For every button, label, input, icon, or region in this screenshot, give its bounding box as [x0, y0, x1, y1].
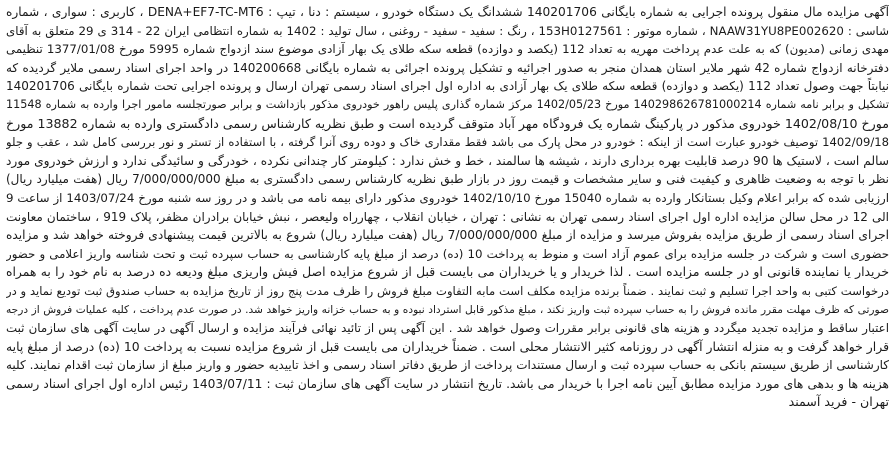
notice-line: الی 12 در محل سالن مزایده اداره اول اجرای اسناد رسمی تهران به نشانی : تهران ، خیابان انقلاب ، چهارراه ولیعصر ، نبش خیابان برادران مظفر، پلاک 919 ، ساختمان معاونت [6, 209, 889, 224]
notice-line: خریدار یا نماینده قانونی او در جلسه مزایده است . لذا خریدار و یا خریداران می بایست قبل از شروع مزایده اصل فیش واریزی مبلغ ودیعه ده درصد به نام خود را به همراه [6, 264, 889, 280]
notice-line: ارزیابی شده که برابر اعلام وکیل بستانکار وارده به شماره 15040 مورخ 1402/10/10 خودروی مذکور دارای بیمه نامه می باشد و در روز سه شنبه مورخ 1403/07/24 از ساعت 9 [6, 190, 889, 205]
notice-line: سالم است ، لاستیک ها 90 درصد قابلیت بهره برداری دارند ، شیشه ها سالمند ، خط و خش ندارد : کیلومتر کار چندانی نکرده ، خودرگی و سائیدگی ندارد و ارزش خودروی مورد [6, 153, 889, 168]
notice-line: مهدی زمانی (مدیون) که به علت عدم پرداخت مهریه به تعداد 112 (یکصد و دوازده) قطعه سکه طلای یک بهار آزادی موضوع سند ازدواج شماره 5995 مورخ 1377/01/08 تنظیمی [6, 42, 889, 57]
notice-line: هزینه ها و بدهی های مورد مزایده مطابق آیین نامه اجرا با خریدار می باشد. تاریخ انتشار در سایت آگهی های سازمان ثبت : 1403/07/11 رئیس اداره اول اجرای اسناد رسمی [6, 376, 889, 391]
notice-line: درخواست کتبی به واحد اجرا تسلیم و ثبت نمایند . ضمناً برنده مزایده مکلف است مابه التفاوت مبلغ فروش را ظرف مدت پنج روز از تاریخ مزایده به حساب صندوق ثبت تودیع نماید و در [6, 283, 889, 298]
auction-notice [6, 3, 889, 412]
notice-line: تهران - فرید آسمند [788, 394, 889, 410]
notice-line: نیابتاً جهت وصول تعداد 112 (یکصد و دوازده) قطعه سکه طلای یک بهار آزادی به اداره اول اجرای اسناد رسمی تهران ارسال و پرونده اجرایی تحت شماره بایگانی 140201706 [6, 79, 889, 94]
notice-line: کارشناسی از طریق سیستم بانکی به حساب سپرده ثبت و ارسال مستندات پرداخت از طریق دفاتر اسناد رسمی و اخذ تاییدیه حضور و واریز مبلغ از سازمان ثبت اقدام نمایند. کلیه [6, 358, 889, 373]
notice-line: نظر با توجه به وضعیت ظاهری و کیفیت فنی و سایر مشخصات و قیمت روز در بازار طبق نظریه کارشناس رسمی دادگستری به مبلغ 7/000/000/000 ریال (هفت میلیارد ریال) [6, 172, 889, 187]
notice-line: صورتی که ظرف مهلت مقرر مانده فروش را به حساب سپرده ثبت واریز نکند ، مبلغ مذکور قابل استرداد نبوده و به حساب خزانه واریز خواهد شد. در صورت عدم پرداخت ، کلیه عملیات فروش از درجه [6, 303, 889, 316]
notice-line: اجرای اسناد رسمی از طریق مزایده بفروش میرسد و مزایده از مبلغ 7/000/000/000 ریال (هفت میلیارد ریال) شروع به بالاترین قیمت پیشنهادی فروخته خواهد شد و مزایده [6, 228, 889, 243]
notice-line: شاسی : NAAW31YU8PE002620 ، شماره موتور : 153H0127561 ، رنگ : سفید - سفید - روغنی ، سال تولید : 1402 به شماره انتظامی ایران 22 - 314 ی 29 متعلق به آقای [6, 23, 889, 38]
notice-line: تشکیل و برابر نامه شماره 140298626781000214 مورخ 1402/05/23 مرکز شماره گذاری پلیس راهور خودروی مذکور بازداشت و برابر صورتجلسه مامور اجرا وارده به شماره 11548 [6, 97, 889, 111]
notice-line: حضوری است و شرکت در جلسه مزایده برای عموم آزاد است و منوط به پرداخت 10 (ده) درصد از مبلغ پایه کارشناسی به حساب سپرده ثبت و تحت شناسه واریز اعلامی و حضور [6, 246, 889, 261]
notice-line: 1402/09/18 توصیف خودرو عبارت است از اینکه : خودرو در محل پارک می باشد فقط مقداری خاک و دوده روی آنرا گرفته ، با استفاده از تستر و نور بررسی کامل شد ، عقب و جلو [6, 135, 889, 150]
notice-line: دفترخانه ازدواج شماره 42 شهر ملایر استان همدان منجر به صدور اجرائیه و تشکیل پرونده اجرائی به شماره بایگانی 140200668 در واحد اجرای اسناد رسمی ملایر گردیده که [6, 60, 889, 75]
notice-line: آگهی مزایده مال منقول پرونده اجرایی به شماره بایگانی 140201706 ششدانگ یک دستگاه خودرو ، سیستم : دنا ، تیپ : DENA+EF7-TC-MT6 ، کاربری : سواری ، شماره [6, 5, 889, 19]
notice-line: اعتبار ساقط و مزایده تجدید میگردد و هزینه های قانونی برابر مقررات وصول خواهد شد . این آگهی پس از تائید نهائی فرآیند مزایده و ارسال آگهی در سایت آگهی های سازمان ثبت [6, 321, 889, 336]
notice-line: قرار خواهد گرفت و به منزله انتشار آگهی در روزنامه کثیر الانتشار محلی است . ضمناً خریداران می بایست قبل از شروع مزایده نسبت به پرداخت 10 (ده) درصد از مبلغ پایه [6, 338, 889, 354]
notice-line: مورخ 1402/08/10 خودروی مذکور در پارکینگ شماره یک فرودگاه مهر آباد متوقف گردیده است و طبق نظریه کارشناس رسمی دادگستری وارده به شماره 13882 مورخ [6, 115, 889, 131]
